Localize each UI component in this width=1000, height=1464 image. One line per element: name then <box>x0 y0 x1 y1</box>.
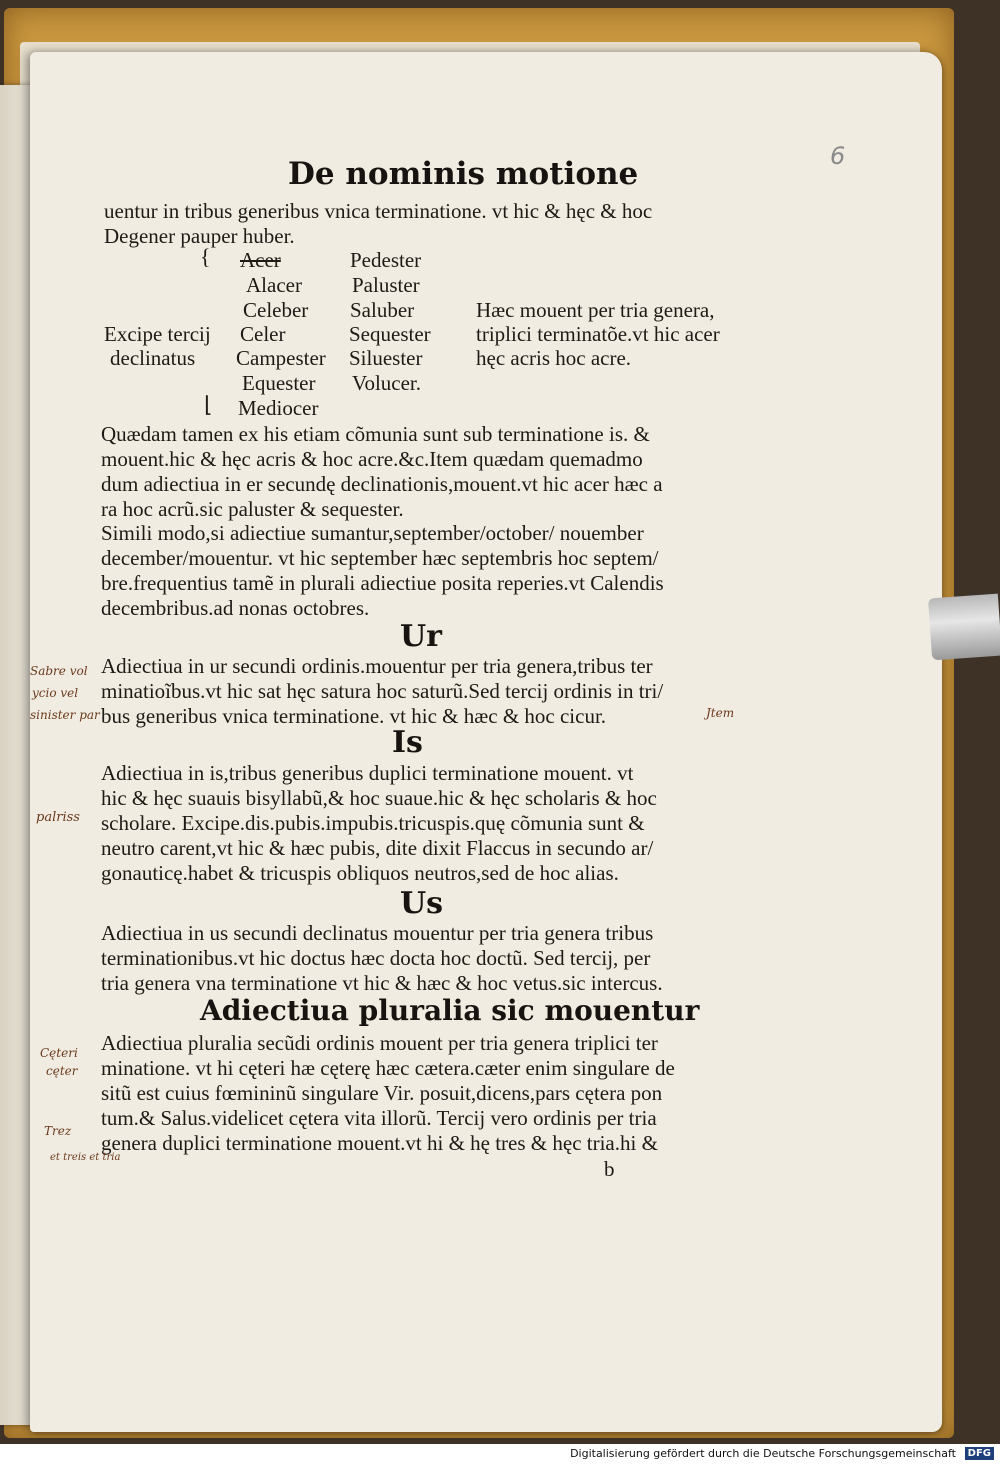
table-col2-item: Siluester <box>349 346 423 370</box>
table-col1-item: Mediocer <box>238 396 319 420</box>
text-line: minatioĩbus.vt hic sat hęc satura hoc saturũ.Sed tercij ordinis in tri/ <box>101 679 664 703</box>
dfg-logo-icon: DFG <box>965 1447 994 1460</box>
heading-de-nominis-motione: De nominis motione <box>288 156 639 192</box>
text-line: Quædam tamen ex his etiam cõmunia sunt sub terminatione is. & <box>101 422 650 446</box>
text-line: bre.frequentius tamẽ in plurali adiectiue posita reperies.vt Calendis <box>101 571 664 595</box>
table-col1-item: Celer <box>240 322 286 346</box>
text-line: dum adiectiua in er secundę declinationis,mouent.vt hic acer hæc a <box>101 472 663 496</box>
marginal-note: Jtem <box>706 706 735 720</box>
heading-us: Us <box>400 886 444 921</box>
marginal-note: Trez <box>44 1124 72 1138</box>
text-line: hic & hęc suauis bisyllabũ,& hoc suaue.hic & hęc scholaris & hoc <box>101 786 657 810</box>
text-line: Adiectiua in ur secundi ordinis.mouentur per tria genera,tribus ter <box>101 654 653 678</box>
text-line: december/mouentur. vt hic september hæc septembris hoc septem/ <box>101 546 659 570</box>
table-right-note: hęc acris hoc acre. <box>476 346 632 370</box>
text-line: bus generibus vnica terminatione. vt hic & hæc & hoc cicur. <box>101 704 607 728</box>
text-line: minatione. vt hi cęteri hæ cęterę hæc cætera.cæter enim singulare de <box>101 1056 675 1080</box>
metal-clip <box>928 594 1000 661</box>
signature-mark: b <box>604 1157 615 1181</box>
table-col2-item: Paluster <box>352 273 420 297</box>
table-right-note: Hæc mouent per tria genera, <box>476 298 715 322</box>
table-col1-item: Alacer <box>246 273 302 297</box>
text-line: Degener pauper huber. <box>104 224 295 248</box>
marginal-note: Sabre vol <box>30 664 88 678</box>
table-col2-item: Pedester <box>350 248 422 272</box>
text-line: sitũ est cuius fœmininũ singulare Vir. posuit,dicens,pars cętera pon <box>101 1081 663 1105</box>
text-line: Adiectiua in is,tribus generibus duplici terminatione mouent. vt <box>101 761 634 785</box>
table-col1-item: Celeber <box>243 298 309 322</box>
text-line: mouent.hic & hęc acris & hoc acre.&c.Item quædam quemadmo <box>101 447 643 471</box>
text-line: tria genera vna terminatione vt hic & hæc & hoc vetus.sic intercus. <box>101 971 663 995</box>
heading-adiectiua-pluralia: Adiectiua pluralia sic mouentur <box>200 994 700 1027</box>
pencil-folio-number: 6 <box>830 142 846 170</box>
table-col2-item: Saluber <box>350 298 415 322</box>
marginal-note: sinister par <box>30 708 100 722</box>
text-line: uentur in tribus generibus vnica terminatione. vt hic & hęc & hoc <box>104 199 653 223</box>
marginal-note: palriss <box>36 810 80 825</box>
text-line: neutro carent,vt hic & hæc pubis, dite dixit Flaccus in secundo ar/ <box>101 836 654 860</box>
text-line: Adiectiua pluralia secũdi ordinis mouent per tria genera triplici ter <box>101 1031 658 1055</box>
table-col1-item: Equester <box>242 371 316 395</box>
text-line: gonauticę.habet & tricuspis obliquos neutros,sed de hoc alias. <box>101 861 619 885</box>
table-right-note: triplici terminatõe.vt hic acer <box>476 322 720 346</box>
text-line: terminationibus.vt hic doctus hæc docta hoc doctũ. Sed tercij, per <box>101 946 651 970</box>
table-left-note: declinatus <box>110 346 196 370</box>
brace-top: { <box>200 244 211 269</box>
table-left-note: Excipe tercij <box>104 322 211 346</box>
text-line: genera duplici terminatione mouent.vt hi & hę tres & hęc tria.hi & <box>101 1131 658 1155</box>
table-col2-item: Volucer. <box>352 371 422 395</box>
text-line: Adiectiua in us secundi declinatus mouentur per tria genera tribus <box>101 921 654 945</box>
marginal-note: cęter <box>46 1064 78 1078</box>
marginal-note: Cęteri <box>40 1046 78 1060</box>
footer-credit: Digitalisierung gefördert durch die Deutsche Forschungsgemeinschaft <box>570 1447 956 1460</box>
table-col1-item: Campester <box>236 346 326 370</box>
marginal-note: ycio vel <box>32 686 79 700</box>
text-line: ra hoc acrũ.sic paluster & sequester. <box>101 497 404 521</box>
heading-is: Is <box>392 725 423 760</box>
table-col2-item: Sequester <box>349 322 431 346</box>
text-line: scholare. Excipe.dis.pubis.impubis.tricuspis.quę cõmunia sunt & <box>101 811 645 835</box>
marginal-note: et treis et tria <box>50 1152 121 1163</box>
text-line: decembribus.ad nonas octobres. <box>101 596 370 620</box>
text-line: tum.& Salus.videlicet cętera vita illorũ. Tercij vero ordinis per tria <box>101 1106 657 1130</box>
table-col1-item: Acer <box>240 248 281 272</box>
heading-ur: Ur <box>400 619 442 654</box>
footer-bar <box>0 1444 1000 1464</box>
page-sheet <box>30 52 942 1432</box>
text-line: Simili modo,si adiectiue sumantur,september/october/ nouember <box>101 521 644 545</box>
brace-bottom: ⌊ <box>204 392 213 417</box>
